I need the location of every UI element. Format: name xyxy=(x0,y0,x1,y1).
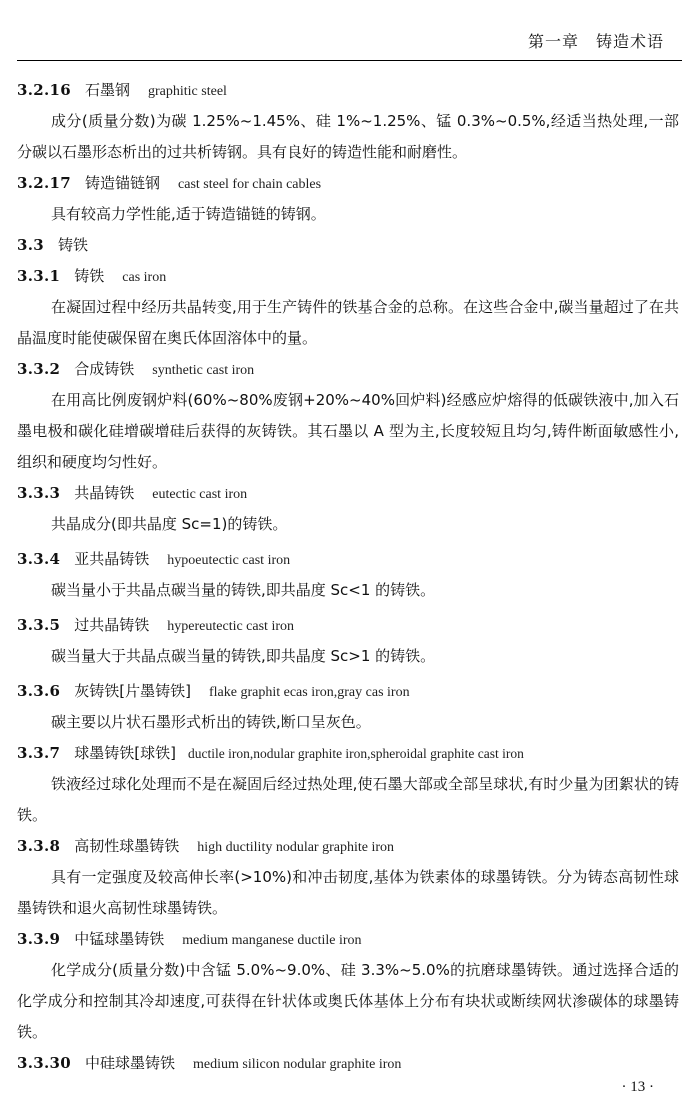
entry-3-3-5 xyxy=(17,610,679,672)
term-line xyxy=(17,610,679,641)
entry-3-3-2 xyxy=(17,354,679,478)
term-english: high ductility nodular graphite iron xyxy=(197,840,395,855)
term-definition: 在凝固过程中经历共晶转变,用于生产铸件的铁基合金的总称。在这些合金中,碳当量超过了在共晶温度时能使碳保留在奥氏体固溶体中的量。 xyxy=(17,298,679,347)
term-line xyxy=(17,924,679,955)
page-body xyxy=(17,75,679,1079)
term-line xyxy=(17,261,679,292)
term-number: 3.3.4 xyxy=(17,550,61,568)
term-chinese: 高韧性球墨铸铁 xyxy=(74,837,180,855)
term-number: 3.3.7 xyxy=(17,744,61,762)
entry-3-3-4 xyxy=(17,544,679,606)
term-definition: 成分(质量分数)为碳 1.25%~1.45%、硅 1%~1.25%、锰 0.3%~0.5%,经适当热处理,一部分碳以石墨形态析出的过共析铸钢。具有良好的铸造性能和耐磨性。 xyxy=(17,112,679,161)
term-number: 3.3.3 xyxy=(17,484,61,502)
term-line xyxy=(17,738,679,769)
term-number: 3.2.16 xyxy=(17,81,71,99)
term-chinese: 共晶铸铁 xyxy=(74,484,135,502)
term-definition: 化学成分(质量分数)中含锰 5.0%~9.0%、硅 3.3%~5.0%的抗磨球墨铸铁。通过选择合适的化学成分和控制其冷却速度,可获得在针状体或奥氏体基体上分布有块状或断续网状渗碳体的球墨铸铁。 xyxy=(17,961,679,1041)
entry-3-2-17 xyxy=(17,168,679,230)
term-line xyxy=(17,676,679,707)
page-number: · 13 · xyxy=(621,1079,654,1095)
term-english: medium silicon nodular graphite iron xyxy=(193,1057,402,1072)
term-chinese: 中硅球墨铸铁 xyxy=(85,1054,176,1072)
term-definition: 在用高比例废钢炉料(60%~80%废钢+20%~40%回炉料)经感应炉熔得的低碳铁液中,加入石墨电极和碳化硅增碳增硅后获得的灰铸铁。其石墨以 A 型为主,长度较短且均匀,铸件断面敏感性小,组织和硬度均匀性好。 xyxy=(17,391,679,471)
term-number: 3.2.17 xyxy=(17,174,71,192)
section-3-3 xyxy=(17,230,679,261)
term-chinese: 球墨铸铁[球铁] xyxy=(74,744,176,762)
term-line xyxy=(17,75,679,106)
term-definition: 共晶成分(即共晶度 Sc=1)的铸铁。 xyxy=(51,515,288,533)
term-definition: 碳当量大于共晶点碳当量的铸铁,即共晶度 Sc>1 的铸铁。 xyxy=(51,647,436,665)
term-number: 3.3.9 xyxy=(17,930,61,948)
term-number: 3.3.30 xyxy=(17,1054,71,1072)
chapter-title: 第一章 铸造术语 xyxy=(527,32,664,51)
term-chinese: 灰铸铁[片墨铸铁] xyxy=(74,682,191,700)
term-english: cas iron xyxy=(122,270,167,285)
entry-3-3-3 xyxy=(17,478,679,540)
term-english: medium manganese ductile iron xyxy=(182,933,362,948)
term-english: hypoeutectic cast iron xyxy=(167,553,291,568)
entry-3-3-1 xyxy=(17,261,679,354)
term-definition: 碳当量小于共晶点碳当量的铸铁,即共晶度 Sc<1 的铸铁。 xyxy=(51,581,436,599)
term-definition: 碳主要以片状石墨形式析出的铸铁,断口呈灰色。 xyxy=(51,713,371,731)
term-chinese: 石墨钢 xyxy=(85,81,131,99)
term-english: cast steel for chain cables xyxy=(178,177,322,192)
term-number: 3.3.2 xyxy=(17,360,61,378)
term-number: 3.3.8 xyxy=(17,837,61,855)
entry-3-3-6 xyxy=(17,676,679,738)
term-english: synthetic cast iron xyxy=(152,363,255,378)
section-title: 铸铁 xyxy=(58,236,89,254)
term-number: 3.3.1 xyxy=(17,267,61,285)
section-heading xyxy=(17,230,679,261)
term-line xyxy=(17,478,679,509)
entry-3-3-9 xyxy=(17,924,679,1048)
term-number: 3.3.5 xyxy=(17,616,61,634)
term-english: ductile iron,nodular graphite iron,spheroidal graphite cast iron xyxy=(187,746,524,761)
term-line xyxy=(17,354,679,385)
entry-3-3-30 xyxy=(17,1048,679,1079)
term-definition: 铁液经过球化处理而不是在凝固后经过热处理,使石墨大部或全部呈球状,有时少量为团絮状的铸铁。 xyxy=(17,775,679,824)
term-line xyxy=(17,168,679,199)
running-header xyxy=(17,0,682,61)
term-line xyxy=(17,831,679,862)
term-definition: 具有一定强度及较高伸长率(>10%)和冲击韧度,基体为铁素体的球墨铸铁。分为铸态高韧性球墨铸铁和退火高韧性球墨铸铁。 xyxy=(17,868,679,917)
term-chinese: 过共晶铸铁 xyxy=(74,616,150,634)
term-chinese: 亚共晶铸铁 xyxy=(74,550,150,568)
section-number: 3.3 xyxy=(17,236,44,254)
term-chinese: 铸铁 xyxy=(74,267,105,285)
term-chinese: 铸造锚链钢 xyxy=(85,174,161,192)
term-english: flake graphit ecas iron,gray cas iron xyxy=(208,685,410,700)
entry-3-3-7 xyxy=(17,738,679,831)
term-definition: 具有较高力学性能,适于铸造锚链的铸钢。 xyxy=(51,205,326,223)
term-chinese: 合成铸铁 xyxy=(74,360,135,378)
entry-3-2-16 xyxy=(17,75,679,168)
term-english: eutectic cast iron xyxy=(152,487,248,502)
term-line xyxy=(17,544,679,575)
term-english: graphitic steel xyxy=(148,84,227,99)
term-line xyxy=(17,1048,679,1079)
term-chinese: 中锰球墨铸铁 xyxy=(74,930,165,948)
term-english: hypereutectic cast iron xyxy=(167,619,294,634)
term-number: 3.3.6 xyxy=(17,682,61,700)
entry-3-3-8 xyxy=(17,831,679,924)
